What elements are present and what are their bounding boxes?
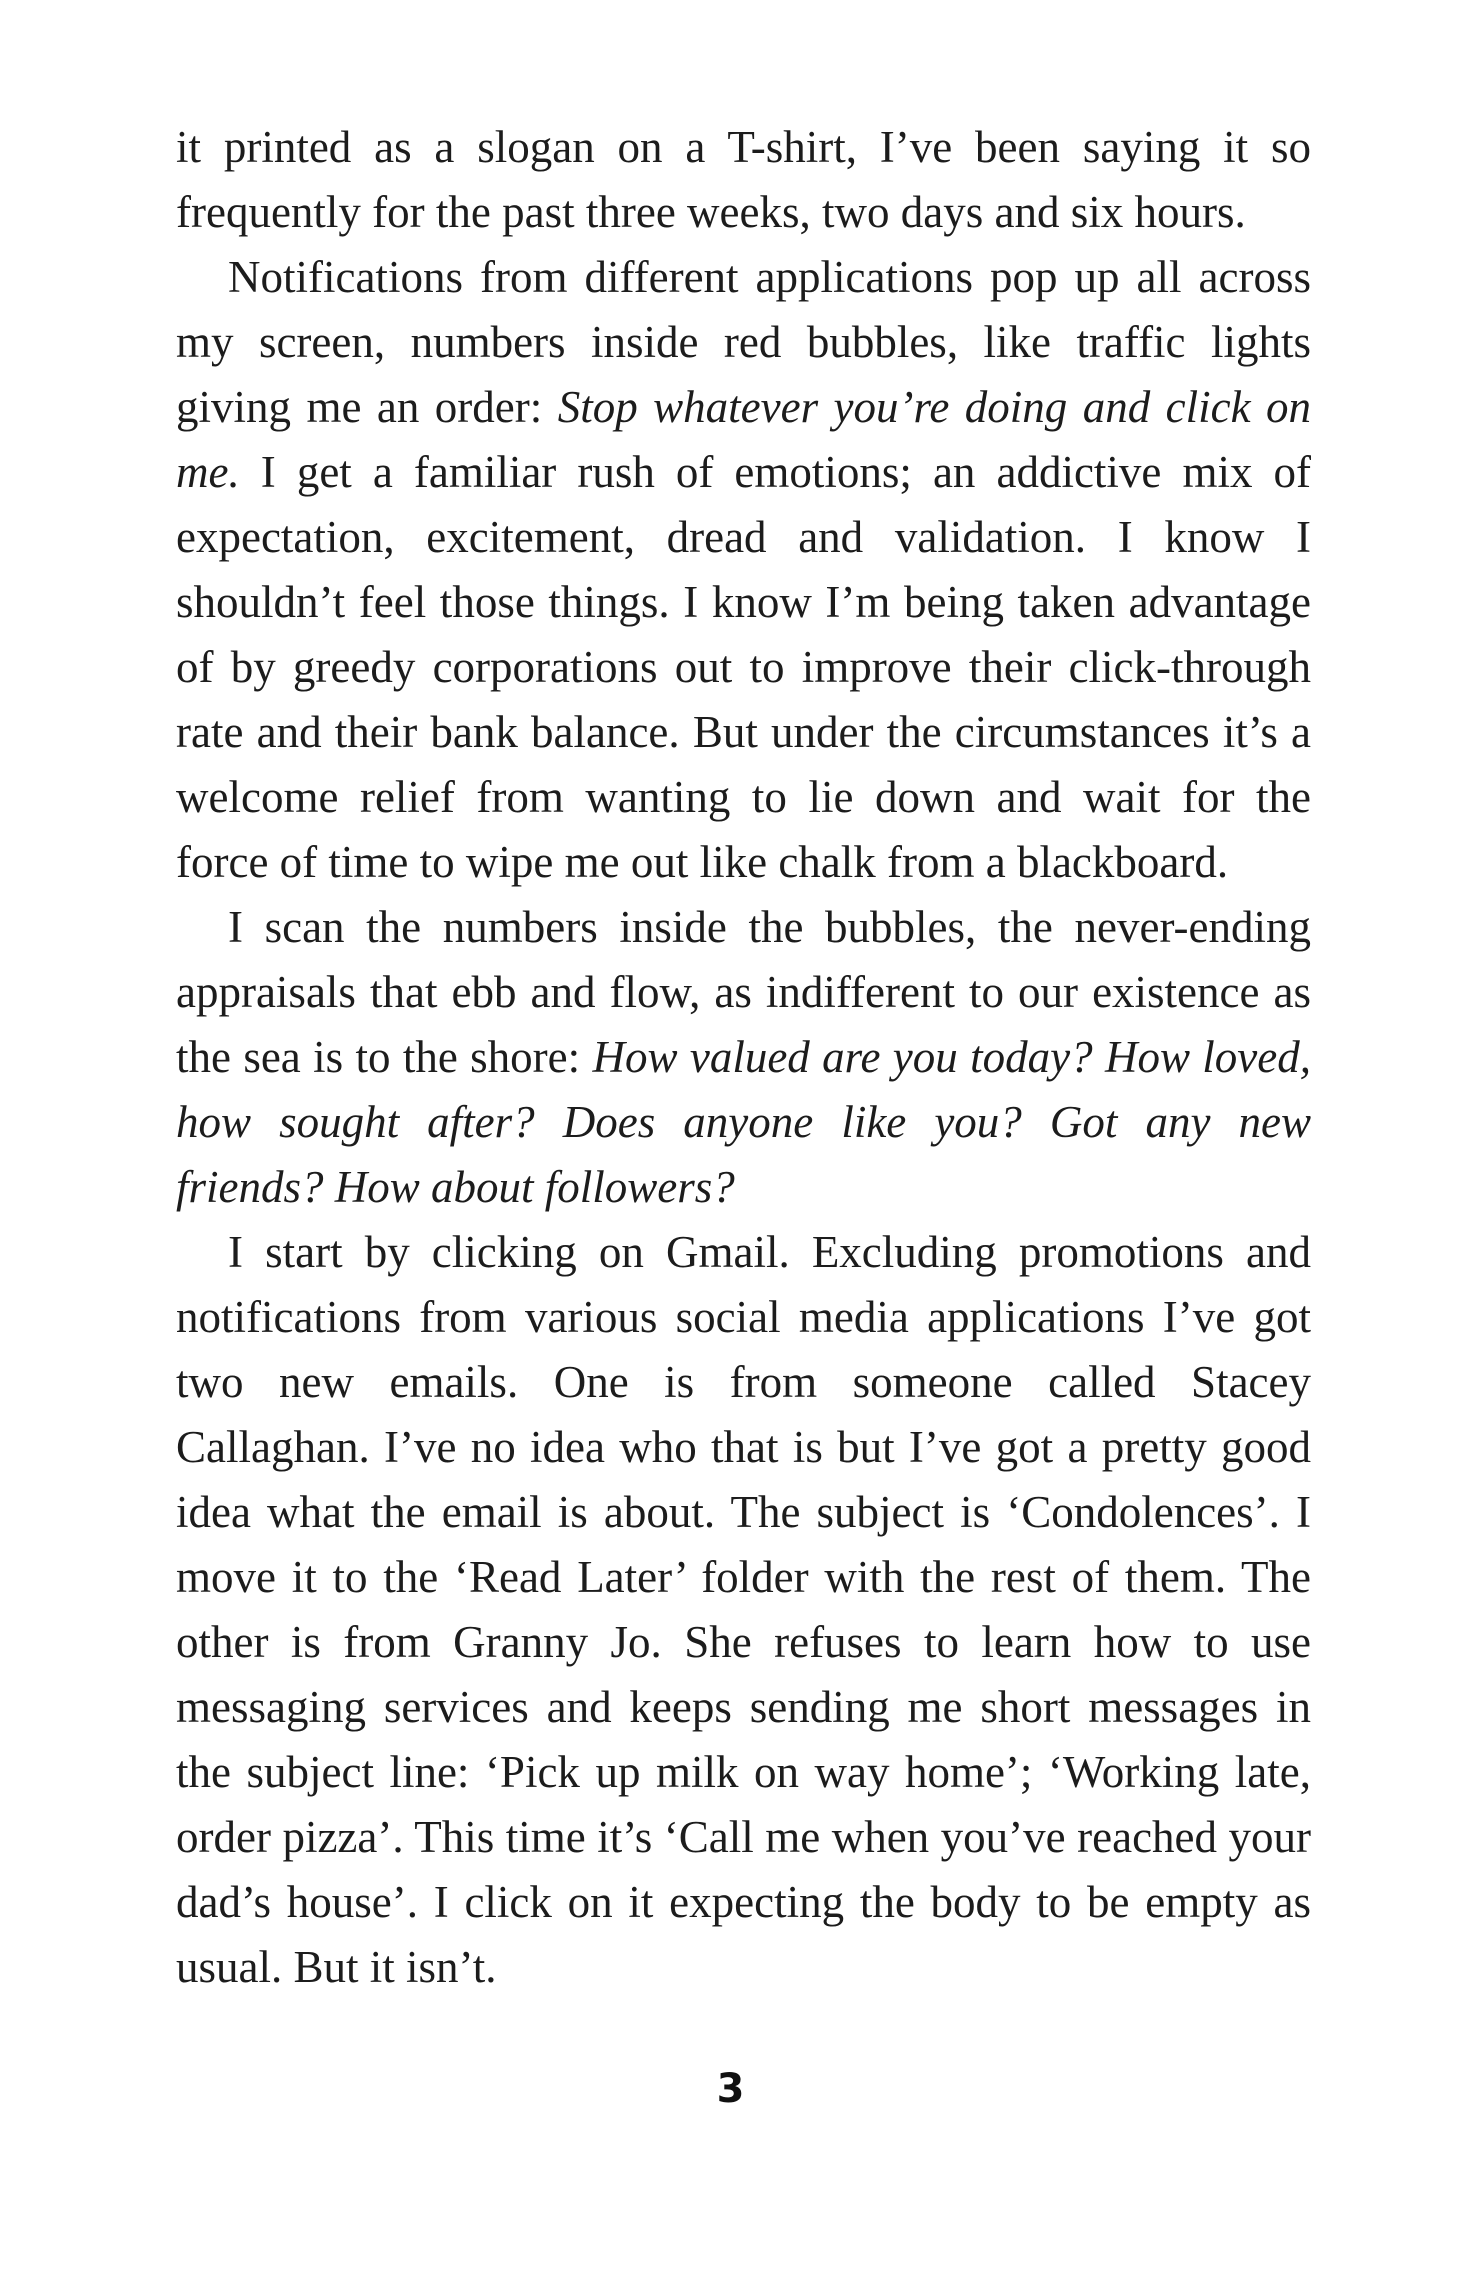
paragraph-continued [176, 115, 1311, 245]
paragraph-notifications [176, 245, 1311, 895]
paragraph-text: I start by clicking on Gmail. Excluding promotions and notifications from various social media applications I’ve got two new emails. One is from someone called Stacey Callaghan. I’ve no idea who that is but I’ve got a pretty good idea what the email is about. The subject is ‘Condolences’. I move it to the ‘Read Later’ folder with the rest of them. The other is from Granny Jo. She refuses to learn how to use messaging services and keeps sending me short messages in the subject line: ‘Pick up milk on way home’; ‘Working late, order pizza’. This time it’s ‘Call me when you’ve reached your dad’s house’. I click on it expecting the body to be empty as usual. But it isn’t. [176, 1227, 1311, 1992]
italic-phrase: How valued are you today? How loved, how sought after? Does anyone like you? Got any new friends? How about followers? [176, 1032, 1311, 1212]
italic-phrase: Stop whatever you’re doing and click on me. [176, 382, 1312, 497]
paragraph-text: I scan the numbers inside the bubbles, the never-ending appraisals that ebb and flow, as indifferent to our existence as the sea is to the shore: [176, 902, 1311, 1082]
paragraph-text: I get a familiar rush of emotions; an addictive mix of expectation, excitement, dread and validation. I know I shouldn’t feel those things. I know I’m being taken advantage of by greedy corporations out to improve their click-through rate and their bank balance. But under the circumstances it’s a welcome relief from wanting to lie down and wait for the force of time to wipe me out like chalk from a blackboard. [176, 447, 1311, 887]
page-number: 3 [716, 2066, 745, 2112]
paragraph-text: Notifications from different applications pop up all across my screen, numbers inside red bubbles, like traffic lights giving me an order: [176, 252, 1311, 432]
paragraph-text: it printed as a slogan on a T-shirt, I’ve been saying it so frequently for the past three weeks, two days and six hours. [176, 122, 1311, 237]
paragraph-gmail [176, 1220, 1311, 2000]
paragraph-bubbles [176, 895, 1311, 1220]
body-text [176, 115, 1311, 2000]
